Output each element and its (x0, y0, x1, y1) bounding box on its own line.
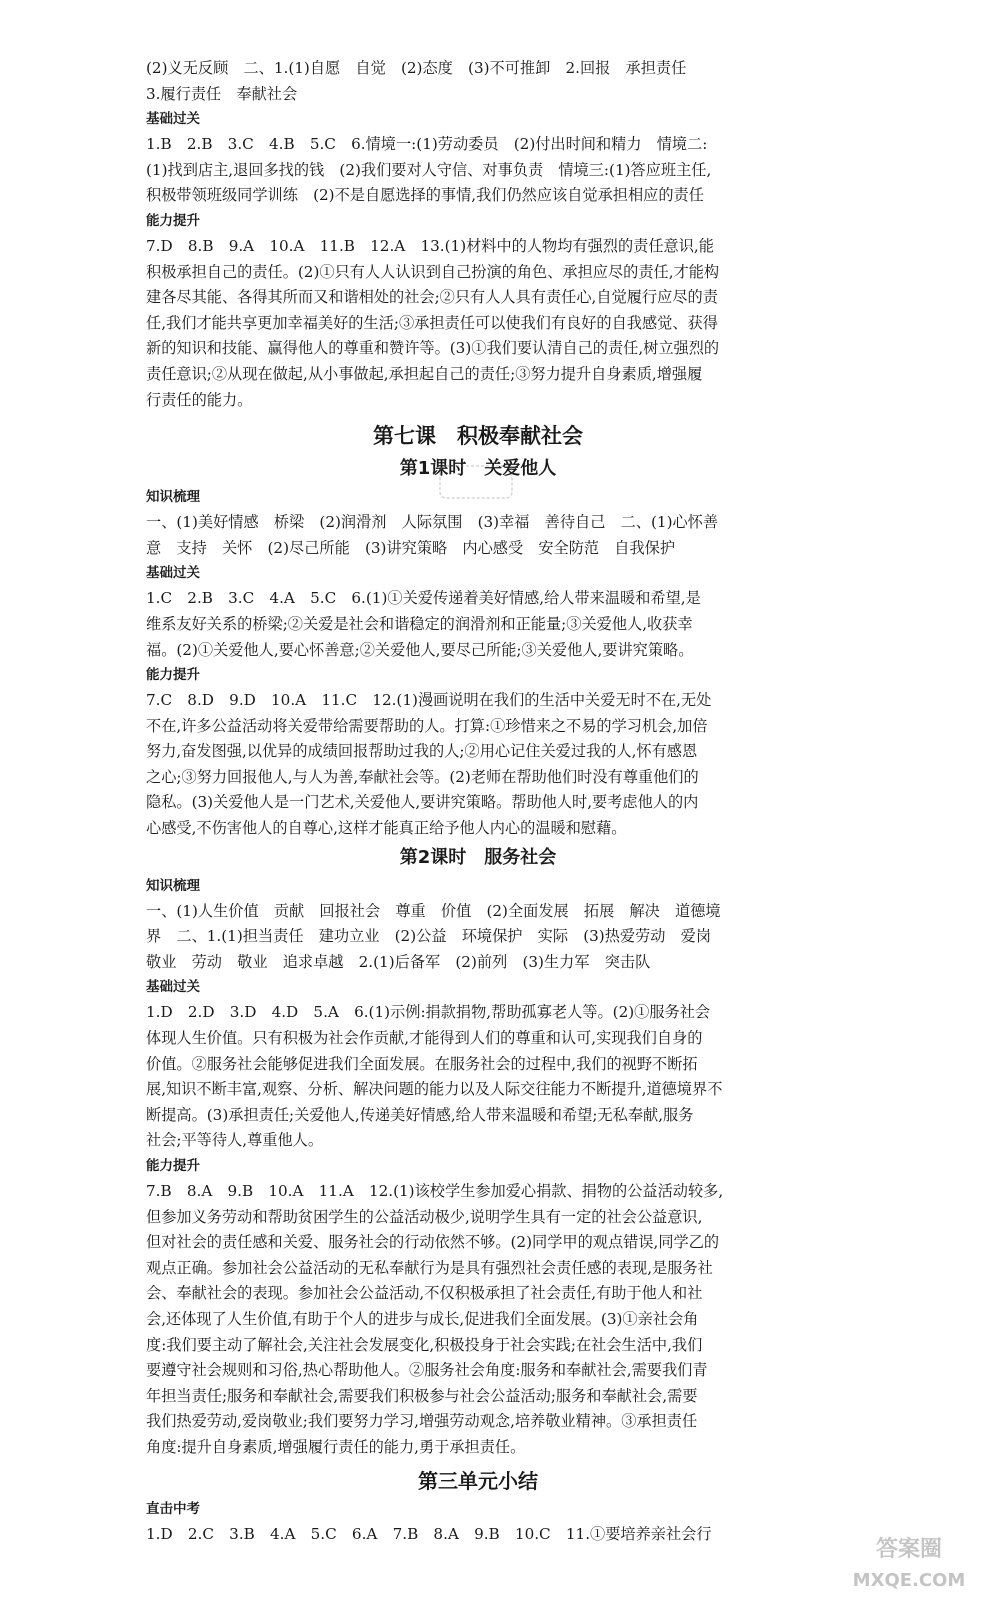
watermark-brand: 答案圈 (875, 1537, 943, 1562)
text-line: 任,我们才能共享更加幸福美好的生活;③承担责任可以使我们有良好的自我感觉、获得 (146, 313, 718, 332)
section-heading-nengli: 能力提升 (146, 1158, 200, 1174)
lesson-subtitle: 第2课时 服务社会 (399, 846, 557, 868)
watermark-domain: MXQE.COM (852, 1570, 966, 1591)
site-watermark-logo (824, 1526, 994, 1596)
text-line: 1.C 2.B 3.C 4.A 5.C 6.(1)①关爱传递着美好情感,给人带来温暖和希望,是 (146, 589, 701, 608)
text-line: 价值。②服务社会能够促进我们全面发展。在服务社会的过程中,我们的视野不断拓 (146, 1054, 698, 1073)
text-line: 但参加义务劳动和帮助贫困学生的公益活动极少,说明学生具有一定的社会公益意识, (146, 1207, 703, 1226)
text-line: 要遵守社会规则和习俗,热心帮助他人。②服务社会角度:服务和奉献社会,需要我们青 (146, 1361, 708, 1380)
text-line: (1)找到店主,退回多找的钱 (2)我们要对人守信、对事负责 情境三:(1)答应班主任, (146, 160, 712, 179)
faint-stamp-mark (436, 462, 516, 502)
text-line: 但对社会的责任感和关爱、服务社会的行动依然不够。(2)同学甲的观点错误,同学乙的 (146, 1233, 720, 1252)
text-line: 界 二、1.(1)担当责任 建功立业 (2)公益 环境保护 实际 (3)热爱劳动 爱岗 (146, 927, 712, 946)
text-line: 社会;平等待人,尊重他人。 (146, 1131, 324, 1150)
text-line: 7.D 8.B 9.A 10.A 11.B 12.A 13.(1)材料中的人物均有强烈的责任意识,能 (146, 236, 714, 255)
text-line: 我们热爱劳动,爱岗敬业;我们要努力学习,增强劳动观念,培养敬业精神。③承担责任 (146, 1412, 698, 1431)
text-line: 建各尽其能、各得其所而又和谐相处的社会;②只有人人具有责任心,自觉履行应尽的责 (146, 288, 718, 307)
text-line: 1.B 2.B 3.C 4.B 5.C 6.情境一:(1)劳动委员 (2)付出时间和精力 情境二: (146, 135, 708, 154)
section-heading-zhishi: 知识梳理 (146, 489, 200, 506)
text-line: 7.C 8.D 9.D 10.A 11.C 12.(1)漫画说明在我们的生活中关爱无时不在,无处 (146, 691, 712, 710)
text-line: 福。(2)①关爱他人,要心怀善意;②关爱他人,要尽己所能;③关爱他人,要讲究策略。 (146, 640, 694, 659)
text-line: 积极带领班级同学训练 (2)不是自愿选择的事情,我们仍然应该自觉承担相应的责任 (146, 186, 704, 205)
text-line: 行责任的能力。 (146, 390, 253, 409)
lesson-subtitle: 第1课时 关爱他人 (399, 458, 557, 480)
text-line: 敬业 劳动 敬业 追求卓越 2.(1)后备军 (2)前列 (3)生力军 突击队 (146, 952, 651, 971)
text-line: 维系友好关系的桥梁;②关爱是社会和谐稳定的润滑剂和正能量;③关爱他人,收获幸 (146, 614, 693, 633)
text-line: 会,还体现了人生价值,有助于个人的进步与成长,促进我们全面发展。(3)①亲社会角 (146, 1309, 699, 1328)
section-heading-nengli: 能力提升 (146, 667, 200, 684)
text-line: 1.D 2.C 3.B 4.A 5.C 6.A 7.B 8.A 9.B 10.C 11.①要培养亲社会行 (146, 1524, 712, 1543)
text-line: 努力,奋发图强,以优异的成绩回报帮助过我的人;②用心记住关爱过我的人,怀有感恩 (146, 742, 698, 761)
text-line: 体现人生价值。只有积极为社会作贡献,才能得到人们的尊重和认可,实现我们自身的 (146, 1029, 703, 1048)
text-line: 心感受,不伤害他人的自尊心,这样才能真正给予他人内心的温暖和慰藉。 (146, 819, 627, 838)
text-line: 度:我们要主动了解社会,关注社会发展变化,积极投身于社会实践;在社会生活中,我们 (146, 1335, 703, 1354)
text-line: 积极承担自己的责任。(2)①只有人人认识到自己扮演的角色、承担应尽的责任,才能构 (146, 262, 720, 281)
text-line: 1.D 2.D 3.D 4.D 5.A 6.(1)示例:捐款捐物,帮助孤寡老人等。(2)①服务社会 (146, 1003, 711, 1022)
section-heading-jichu: 基础过关 (146, 565, 200, 582)
text-line: 年担当责任;服务和奉献社会,需要我们积极参与社会公益活动;服务和奉献社会,需要 (146, 1386, 698, 1405)
text-line: 一、(1)美好情感 桥梁 (2)润滑剂 人际氛围 (3)幸福 善待自己 二、(1)心怀善 (146, 513, 719, 532)
text-line: 展,知识不断丰富,观察、分析、解决问题的能力以及人际交往能力不断提升,道德境界不 (146, 1080, 723, 1099)
text-line: 责任意识;②从现在做起,从小事做起,承担起自己的责任;③努力提升自身素质,增强履 (146, 364, 703, 383)
text-line: 之心;③努力回报他人,与人为善,奉献社会等。(2)老师在帮助他们时没有尊重他们的 (146, 767, 699, 786)
text-line: 意 支持 关怀 (2)尽己所能 (3)讲究策略 内心感受 安全防范 自我保护 (146, 538, 676, 557)
text-line: 不在,许多公益活动将关爱带给需要帮助的人。打算:①珍惜来之不易的学习机会,加倍 (146, 716, 708, 735)
text-line: 角度:提升自身素质,增强履行责任的能力,勇于承担责任。 (146, 1437, 526, 1456)
text-line: 一、(1)人生价值 贡献 回报社会 尊重 价值 (2)全面发展 拓展 解决 道德境 (146, 901, 721, 920)
text-line: 新的知识和技能、赢得他人的尊重和赞许等。(3)①我们要认清自己的责任,树立强烈的 (146, 339, 720, 358)
unit-summary-title: 第三单元小结 (418, 1468, 538, 1493)
text-line: 隐私。(3)关爱他人是一门艺术,关爱他人,要讲究策略。帮助他人时,要考虑他人的内 (146, 793, 699, 812)
answer-page (146, 56, 810, 1547)
section-heading-nengli: 能力提升 (146, 212, 200, 229)
text-line: 3.履行责任 奉献社会 (146, 84, 298, 103)
section-heading-jichu: 基础过关 (146, 111, 200, 128)
text-line: 7.B 8.A 9.B 10.A 11.A 12.(1)该校学生参加爱心捐款、捐物的公益活动较多, (146, 1182, 724, 1200)
text-line: 会、奉献社会的表现。参加社会公益活动,不仅积极承担了社会责任,有助于他人和社 (146, 1284, 703, 1303)
section-heading-zhiji: 直击中考 (146, 1500, 200, 1517)
section-heading-zhishi: 知识梳理 (146, 877, 200, 894)
text-line: 观点正确。参加社会公益活动的无私奉献行为是具有强烈社会责任感的表现,是服务社 (146, 1258, 713, 1277)
text-line: 断提高。(3)承担责任;关爱他人,传递美好情感,给人带来温暖和希望;无私奉献,服务 (146, 1105, 694, 1124)
section-heading-jichu: 基础过关 (146, 979, 200, 996)
lesson-title: 第七课 积极奉献社会 (373, 424, 583, 449)
text-line: (2)义无反顾 二、1.(1)自愿 自觉 (2)态度 (3)不可推卸 2.回报 承担责任 (146, 59, 687, 77)
